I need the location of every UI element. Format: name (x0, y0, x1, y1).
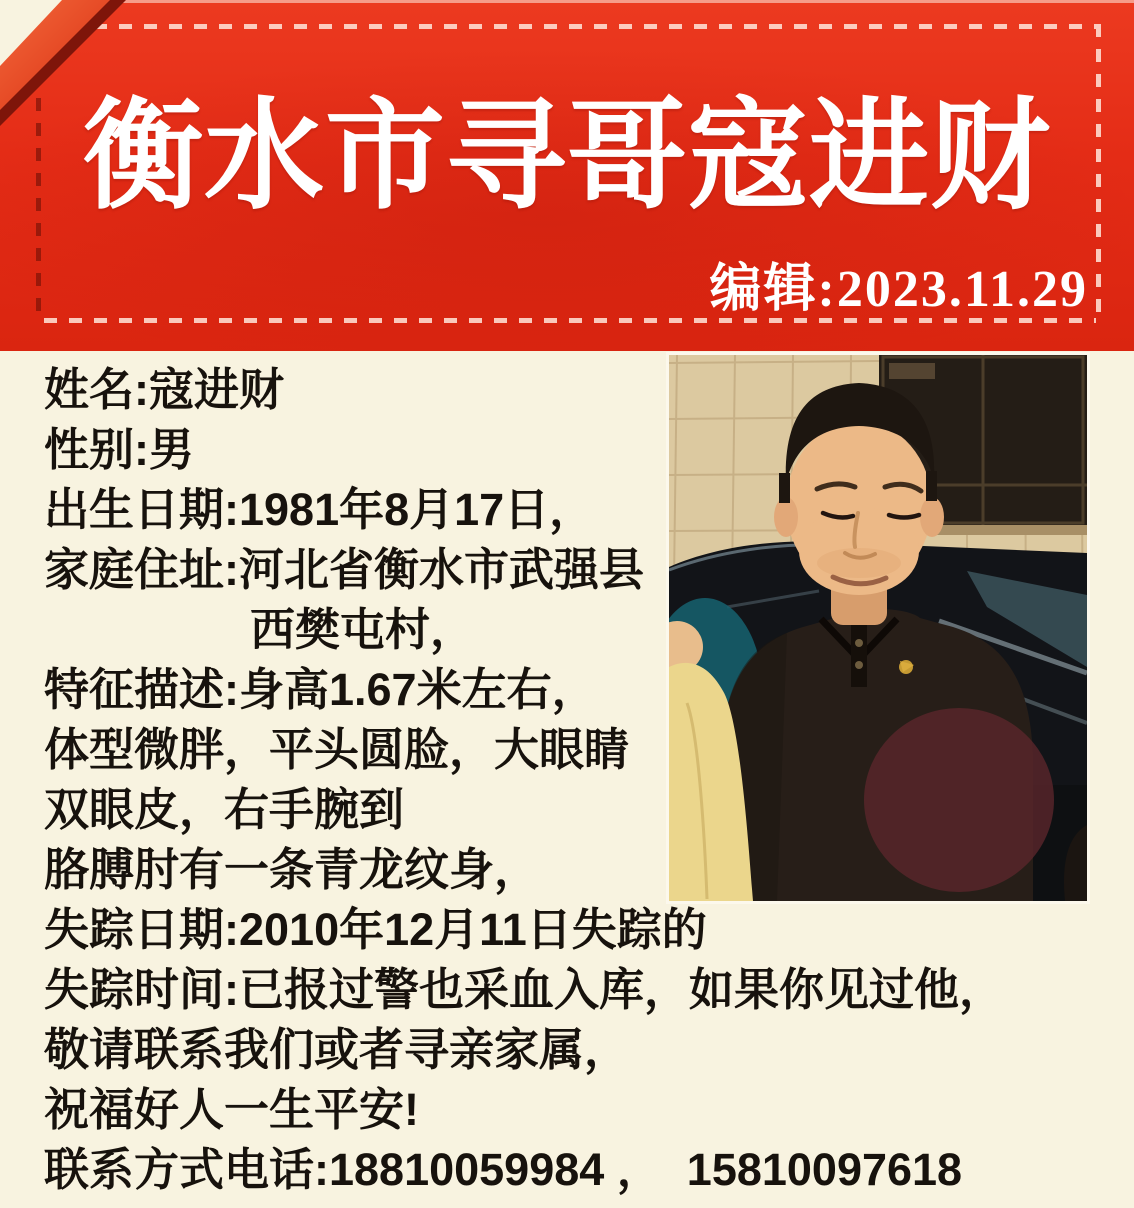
field-name: 姓名:寇进财 (44, 364, 284, 415)
poster-title: 衡水市寻哥寇进财 (83, 89, 1051, 223)
desc-eyes-wrist: 双眼皮，右手腕到 (44, 784, 405, 835)
desc-build-face: 体型微胖，平头圆脸，大眼睛 (44, 724, 630, 775)
dashed-border-top (44, 24, 1096, 29)
field-missing-info: 失踪时间:已报过警也采血入库，如果你见过他， (44, 964, 1004, 1015)
field-missing-date: 失踪日期:2010年12月11日失踪的 (44, 904, 707, 955)
edit-date-label: 编辑:2023.11.29 (709, 261, 1088, 318)
field-birth-date: 出生日期:1981年8月17日， (44, 484, 595, 535)
banner (0, 0, 1134, 351)
field-address: 家庭住址:河北省衡水市武强县 (44, 544, 644, 595)
field-contact-phones: 联系方式电话:18810059984 ， 15810097618 (44, 1144, 963, 1195)
blessing-line: 祝福好人一生平安! (44, 1084, 419, 1135)
contact-request: 敬请联系我们或者寻亲家属， (44, 1024, 630, 1075)
field-address-line2: 西樊屯村， (250, 604, 476, 655)
field-gender: 性别:男 (44, 424, 194, 475)
desc-tattoo: 胳膊肘有一条青龙纹身， (44, 844, 540, 895)
poster-details (44, 360, 1110, 1200)
field-description: 特征描述:身高1.67米左右， (44, 664, 597, 715)
